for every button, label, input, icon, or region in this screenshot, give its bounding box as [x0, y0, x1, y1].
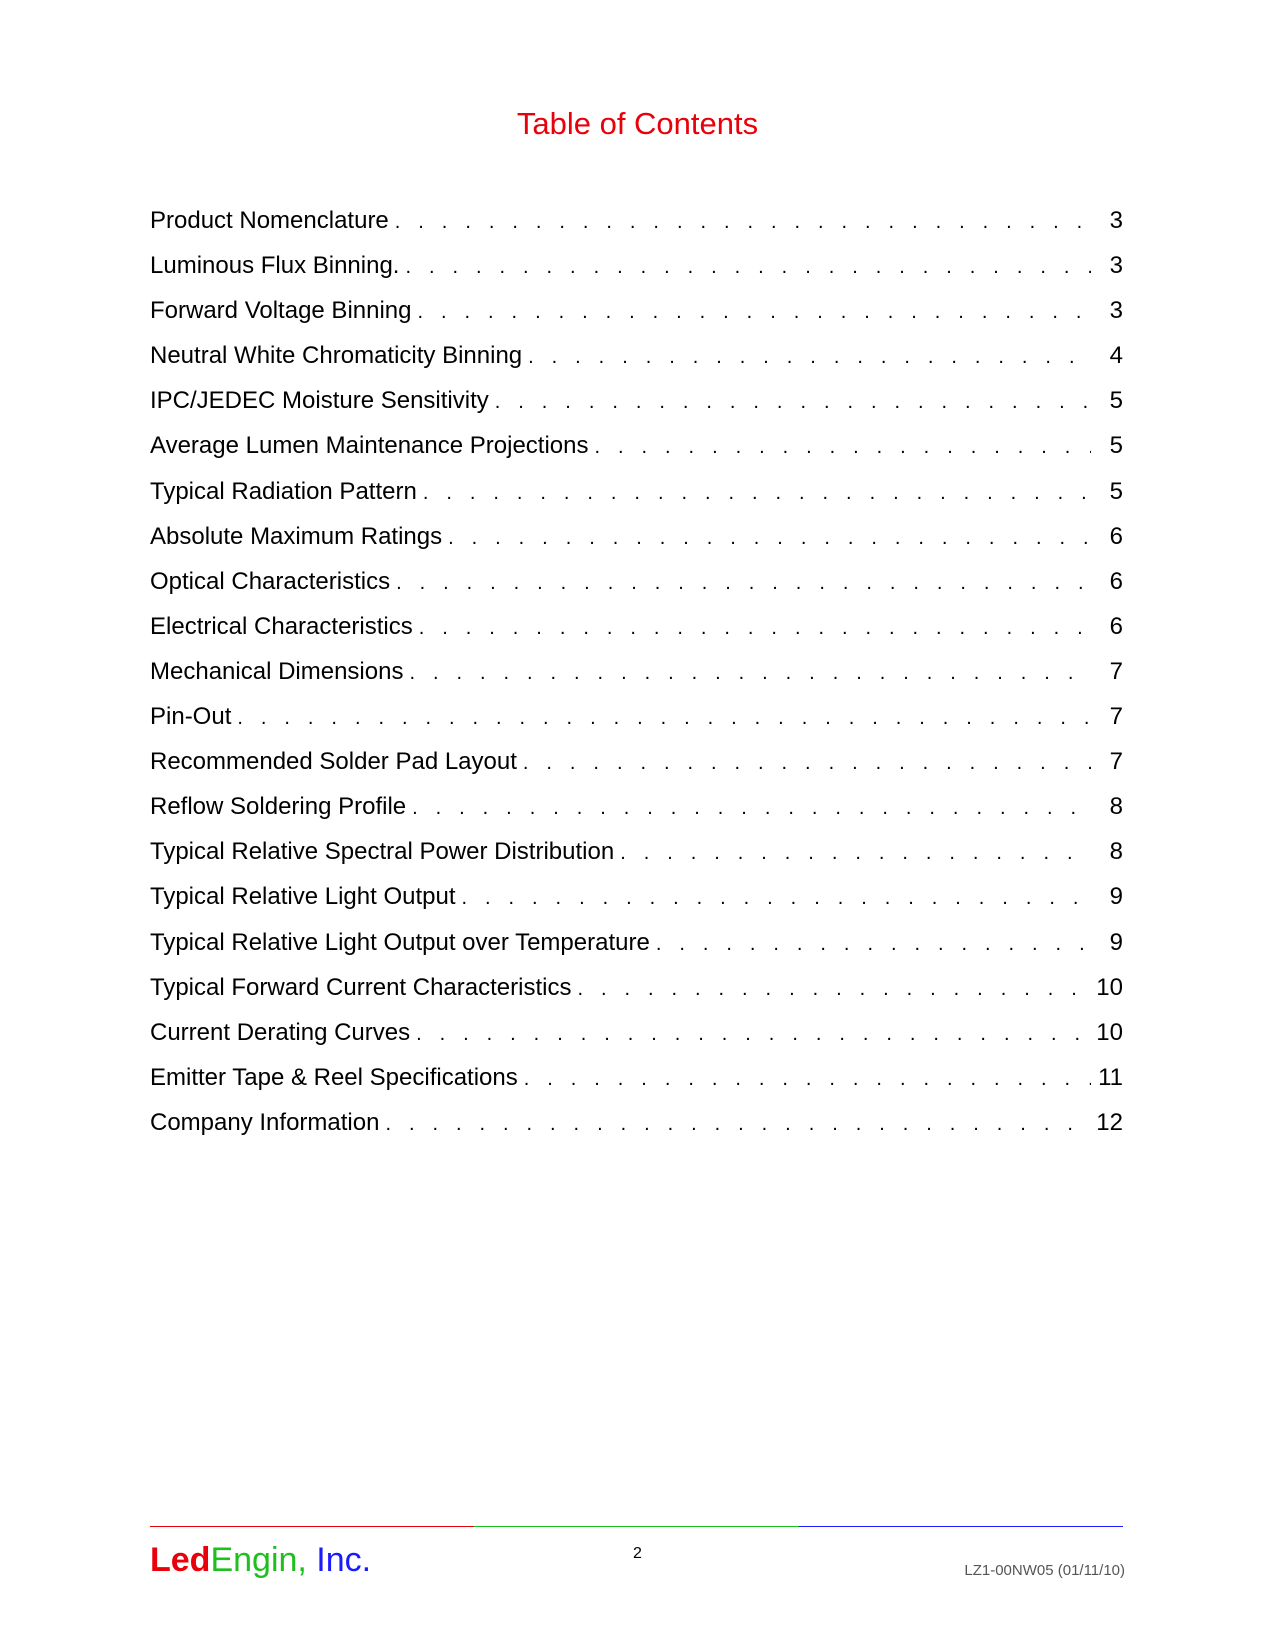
toc-entry-page: 7: [1109, 750, 1123, 776]
toc-entry-label: Luminous Flux Binning.: [150, 254, 400, 280]
toc-entry-page: 10: [1096, 1020, 1123, 1046]
toc-dot-leader: [418, 302, 1092, 322]
toc-entry-label: Electrical Characteristics: [150, 614, 413, 640]
toc-entry-page: 6: [1109, 614, 1123, 640]
toc-entry[interactable]: [150, 931, 1123, 976]
table-of-contents: [150, 209, 1123, 1156]
toc-entry-label: Product Nomenclature: [150, 209, 389, 234]
toc-entry-page: 8: [1109, 840, 1123, 866]
footer-divider-red: [150, 1526, 474, 1527]
toc-dot-leader: [495, 392, 1091, 412]
toc-dot-leader: [656, 934, 1091, 954]
toc-entry[interactable]: [150, 750, 1123, 795]
toc-dot-leader: [396, 573, 1091, 593]
toc-entry-label: Average Lumen Maintenance Projections: [150, 434, 589, 460]
toc-entry-page: 9: [1109, 930, 1123, 956]
toc-dot-leader: [395, 212, 1091, 232]
toc-entry-label: Typical Relative Light Output over Temperature: [150, 930, 650, 956]
toc-entry-label: Optical Characteristics: [150, 569, 391, 595]
toc-entry-label: Current Derating Curves: [150, 1020, 411, 1046]
toc-entry-label: Mechanical Dimensions: [150, 659, 404, 685]
page-title: Table of Contents: [516, 106, 759, 141]
toc-entry-label: Emitter Tape & Reel Specifications: [150, 1065, 518, 1091]
toc-entry-page: 3: [1109, 209, 1123, 234]
toc-entry[interactable]: [150, 299, 1123, 344]
toc-entry[interactable]: [150, 885, 1123, 930]
toc-entry[interactable]: [150, 660, 1123, 705]
toc-entry[interactable]: [150, 434, 1123, 479]
toc-dot-leader: [528, 347, 1091, 367]
toc-entry[interactable]: [150, 389, 1123, 434]
toc-entry-label: Typical Radiation Pattern: [150, 479, 417, 505]
toc-dot-leader: [412, 798, 1091, 818]
toc-dot-leader: [419, 618, 1091, 638]
toc-entry-label: Company Information: [150, 1110, 380, 1136]
toc-entry-page: 7: [1109, 659, 1123, 685]
page-number: 2: [633, 1545, 642, 1562]
toc-entry[interactable]: [150, 209, 1123, 254]
toc-entry-page: 7: [1109, 705, 1123, 731]
toc-entry[interactable]: [150, 525, 1123, 570]
toc-dot-leader: [423, 483, 1091, 503]
logo-engin: Engin,: [210, 1541, 307, 1579]
toc-dot-leader: [523, 753, 1091, 773]
toc-entry[interactable]: [150, 1066, 1123, 1111]
toc-entry-page: 3: [1109, 299, 1123, 325]
toc-entry-page: 3: [1109, 254, 1123, 280]
toc-dot-leader: [620, 843, 1091, 863]
toc-entry[interactable]: [150, 1111, 1123, 1156]
footer-divider-blue: [799, 1526, 1123, 1527]
toc-entry-label: Absolute Maximum Ratings: [150, 524, 443, 550]
toc-entry[interactable]: [150, 344, 1123, 389]
toc-entry-label: Recommended Solder Pad Layout: [150, 750, 517, 776]
toc-entry[interactable]: [150, 480, 1123, 525]
toc-entry[interactable]: [150, 705, 1123, 750]
document-id: LZ1-00NW05 (01/11/10): [964, 1562, 1125, 1579]
toc-entry[interactable]: [150, 840, 1123, 885]
toc-dot-leader: [448, 528, 1091, 548]
toc-dot-leader: [462, 888, 1092, 908]
toc-entry-label: Pin-Out: [150, 705, 232, 731]
toc-dot-leader: [524, 1069, 1091, 1089]
toc-dot-leader: [405, 257, 1091, 277]
toc-entry-page: 8: [1109, 795, 1123, 821]
toc-entry-label: Typical Relative Spectral Power Distribution: [150, 840, 615, 866]
toc-dot-leader: [409, 663, 1091, 683]
toc-entry-label: Typical Forward Current Characteristics: [150, 975, 572, 1001]
toc-entry[interactable]: [150, 615, 1123, 660]
toc-entry-page: 4: [1109, 344, 1123, 370]
toc-dot-leader: [416, 1024, 1091, 1044]
toc-entry-page: 6: [1109, 569, 1123, 595]
toc-entry-page: 6: [1109, 524, 1123, 550]
toc-entry-label: Neutral White Chromaticity Binning: [150, 344, 523, 370]
toc-entry-label: IPC/JEDEC Moisture Sensitivity: [150, 389, 489, 415]
toc-entry[interactable]: [150, 570, 1123, 615]
toc-entry-page: 5: [1109, 434, 1123, 460]
footer-divider: [150, 1526, 1123, 1527]
toc-dot-leader: [577, 979, 1091, 999]
toc-entry-label: Reflow Soldering Profile: [150, 795, 407, 821]
toc-entry-page: 12: [1096, 1110, 1123, 1136]
toc-dot-leader: [237, 708, 1091, 728]
toc-entry[interactable]: [150, 254, 1123, 299]
toc-entry-page: 9: [1109, 885, 1123, 911]
toc-entry-page: 5: [1109, 479, 1123, 505]
footer-divider-green: [474, 1526, 798, 1527]
toc-entry[interactable]: [150, 795, 1123, 840]
logo-inc: Inc.: [306, 1541, 372, 1579]
toc-entry-page: 5: [1109, 389, 1123, 415]
toc-entry-label: Forward Voltage Binning: [150, 299, 412, 325]
toc-entry[interactable]: [150, 1021, 1123, 1066]
logo-led: Led: [150, 1541, 211, 1579]
toc-dot-leader: [385, 1114, 1091, 1134]
toc-entry-page: 11: [1098, 1065, 1123, 1091]
toc-dot-leader: [595, 437, 1092, 457]
toc-entry-label: Typical Relative Light Output: [150, 885, 456, 911]
toc-entry[interactable]: [150, 976, 1123, 1021]
toc-entry-page: 10: [1096, 975, 1123, 1001]
